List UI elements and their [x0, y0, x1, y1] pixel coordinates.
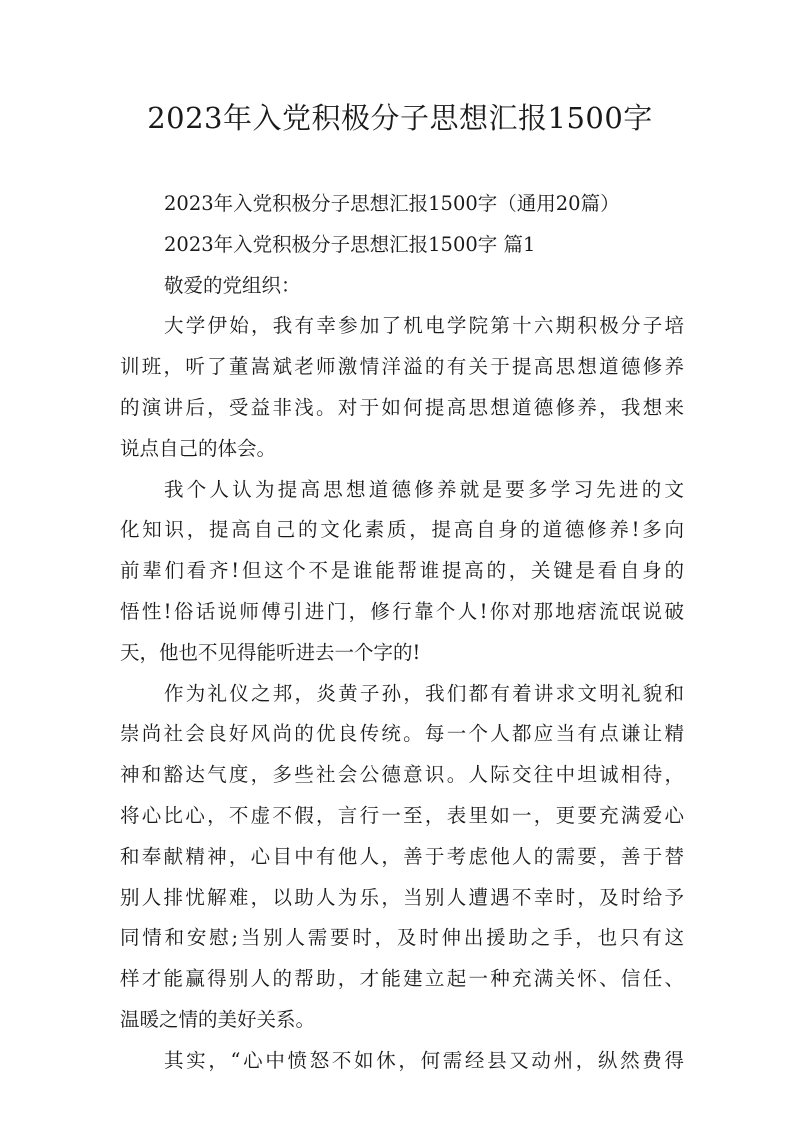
text-line: 崇尚社会良好风尚的优良传统。每一个人都应当有点谦让精: [120, 722, 684, 746]
text-line: 大学伊始，我有幸参加了机电学院第十六期积极分子培: [164, 314, 684, 338]
text-line: 2023年入党积极分子思想汇报1500字 篇1: [164, 232, 536, 256]
text-line: 样才能赢得别人的帮助，才能建立起一种充满关怀、信任、: [120, 967, 684, 991]
text-line: 前辈们看齐!但这个不是谁能帮谁提高的，关键是看自身的: [120, 559, 684, 583]
text-line: 悟性!俗话说师傅引进门，修行靠个人!你对那地痞流氓说破: [120, 599, 684, 623]
text-line: 温暖之情的美好关系。: [120, 1007, 316, 1031]
text-line: 将心比心，不虚不假，言行一至，表里如一，更要充满爱心: [120, 803, 684, 827]
text-line: 训班，听了董嵩斌老师激情洋溢的有关于提高思想道德修养: [120, 355, 684, 379]
text-line: 天，他也不见得能听进去一个字的!: [120, 640, 421, 664]
text-line: 作为礼仪之邦，炎黄子孙，我们都有着讲求文明礼貌和: [164, 681, 684, 705]
document-body: [120, 184, 684, 1082]
document-title: 2023年入党积极分子思想汇报1500字: [147, 101, 653, 135]
text-line: 2023年入党积极分子思想汇报1500字（通用20篇）: [164, 192, 620, 215]
text-line: 和奉献精神，心目中有他人，善于考虑他人的需要，善于替: [120, 844, 684, 868]
text-line: 神和豁达气度，多些社会公德意识。人际交往中坦诚相待，: [120, 763, 684, 787]
text-line: 敬爱的党组织：: [164, 273, 301, 297]
text-line: 说点自己的体会。: [120, 436, 277, 460]
text-line: 化知识，提高自己的文化素质，提高自身的道德修养!多向: [120, 518, 684, 542]
text-line: 同情和安慰;当别人需要时，及时伸出援助之手，也只有这: [120, 926, 684, 950]
text-line: 我个人认为提高思想道德修养就是要多学习先进的文: [164, 477, 684, 501]
text-line: 其实，“心中愤怒不如休，何需经县又动州，纵然费得: [164, 1048, 684, 1072]
text-line: 别人排忧解难，以助人为乐，当别人遭遇不幸时，及时给予: [120, 885, 684, 909]
text-line: 的演讲后，受益非浅。对于如何提高思想道德修养，我想来: [120, 395, 684, 419]
